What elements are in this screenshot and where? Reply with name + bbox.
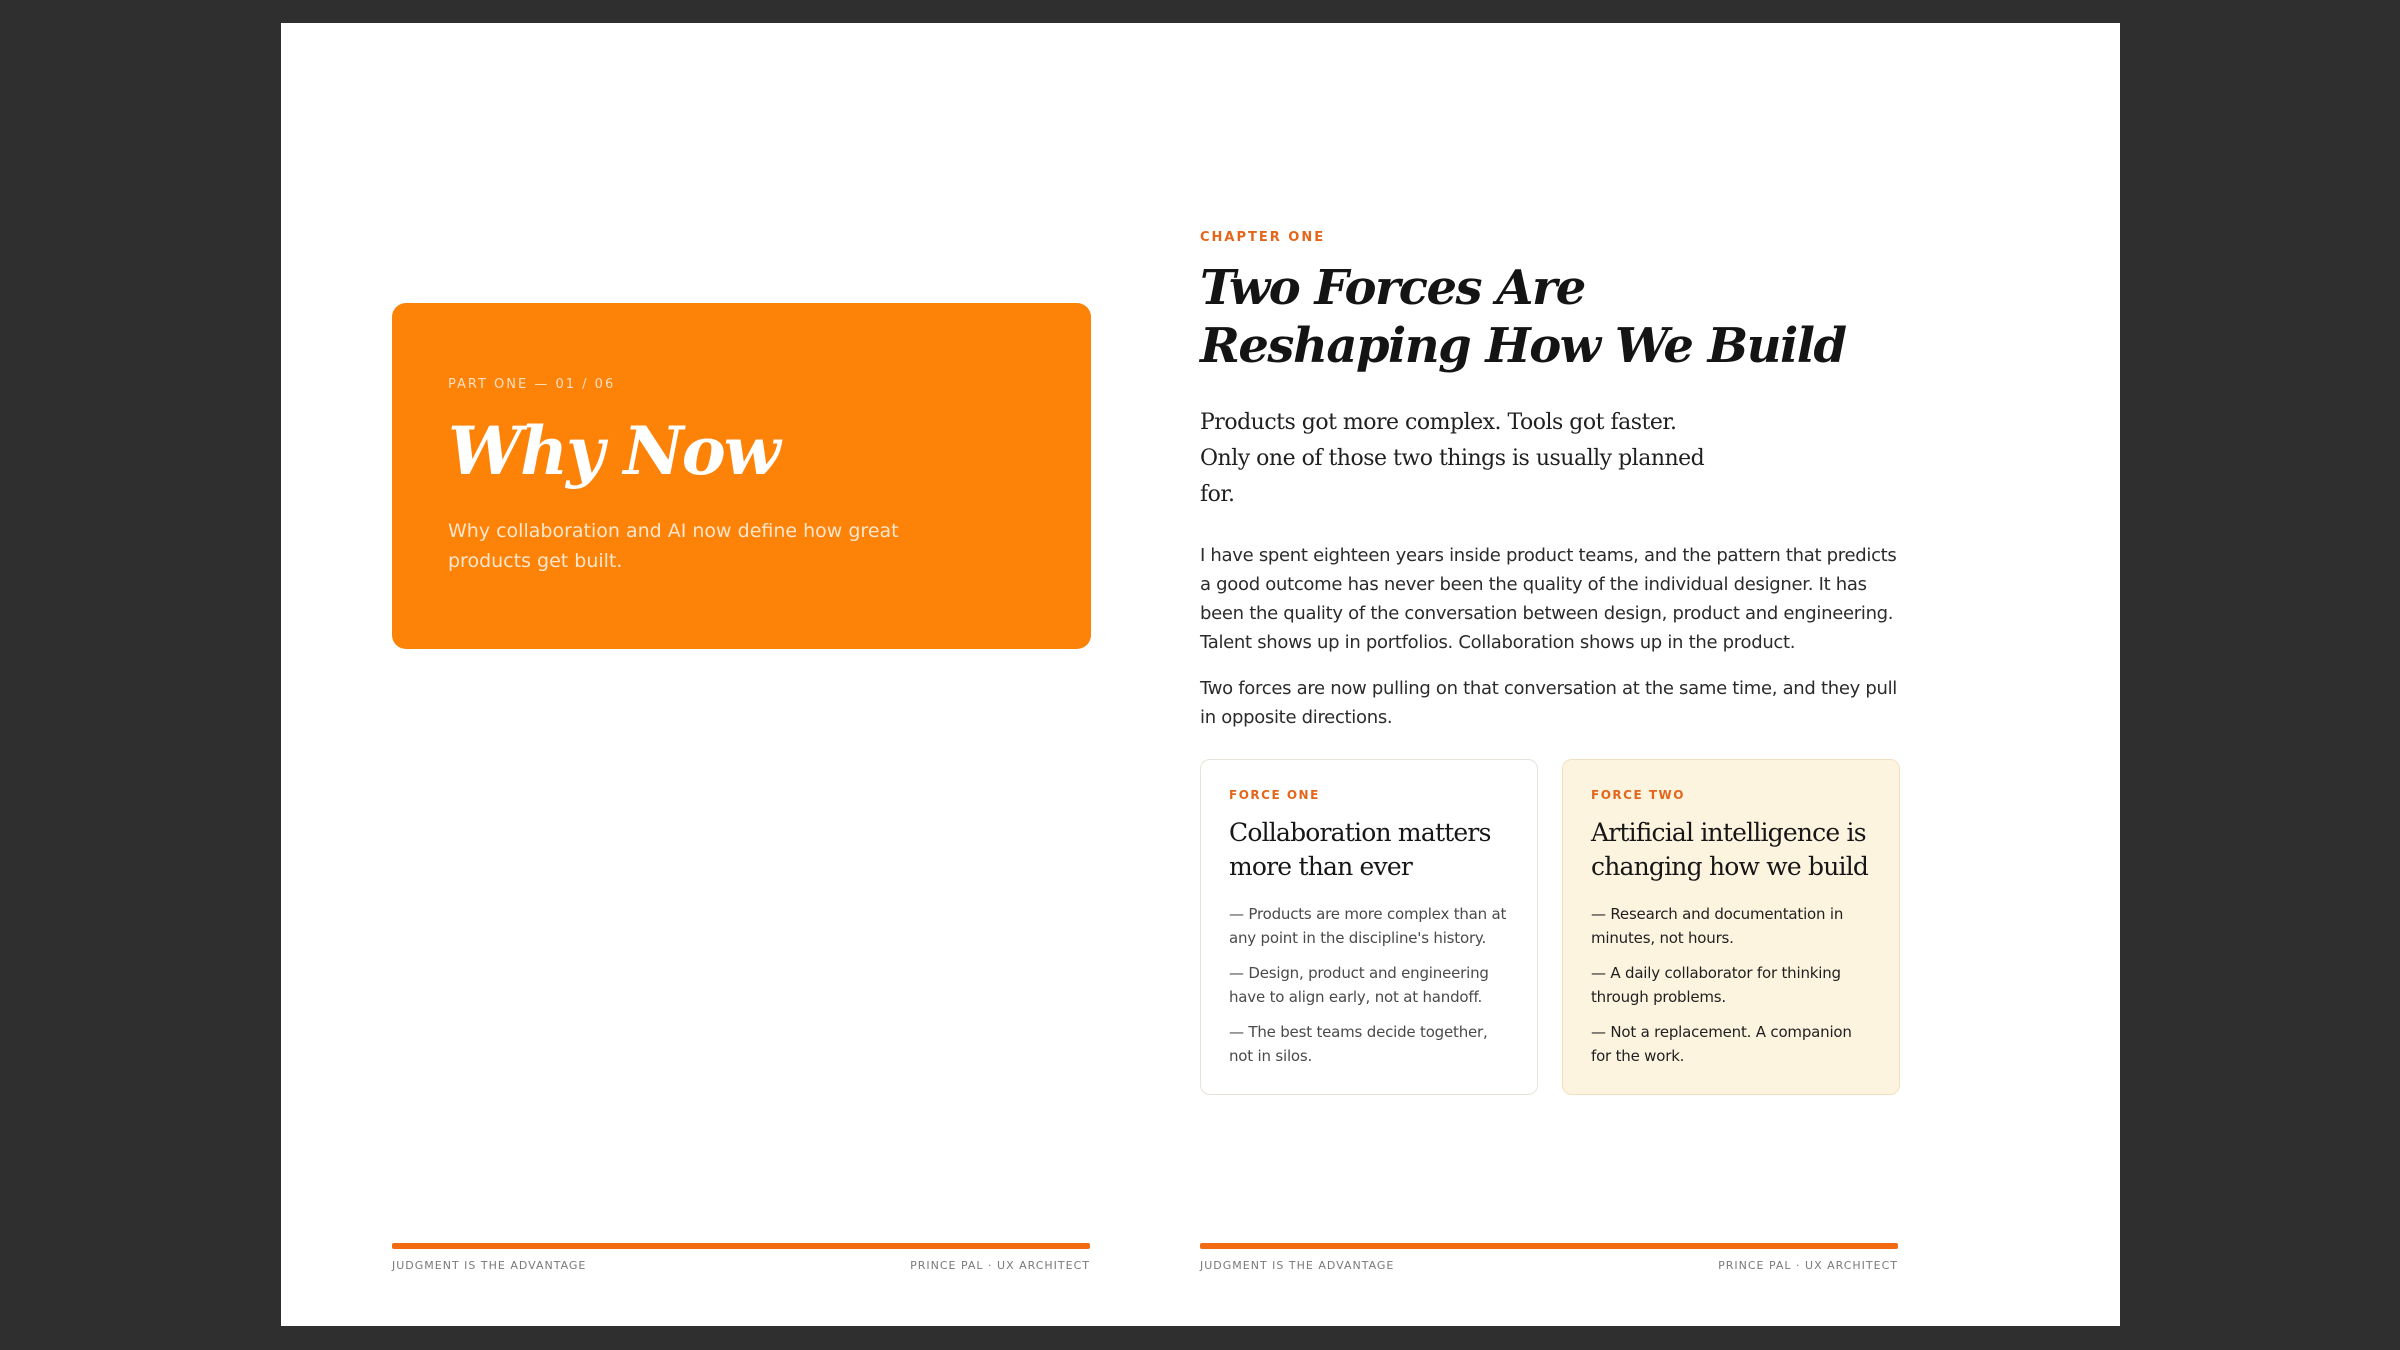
footer-book-title: JUDGMENT IS THE ADVANTAGE (392, 1259, 587, 1272)
force-cards (1200, 759, 1900, 1095)
right-page (1200, 23, 2120, 1326)
body-paragraph: Two forces are now pulling on that conversation at the same time, and they pull in opposite directions. (1200, 678, 1898, 728)
left-page-footer (392, 1243, 1090, 1272)
card-list-item: — Design, product and engineering have to align early, not at handoff. (1229, 964, 1489, 1006)
body-paragraph: I have spent eighteen years inside product teams, and the pattern that predicts a good outcome has never been the quality of the individual designer. It has been the quality of the conversation between design, product and engineering. Talent shows up in portfolios. Collaboration shows up in the product. (1200, 545, 1897, 653)
footer-author: PRINCE PAL · UX ARCHITECT (910, 1259, 1090, 1272)
chapter-label: CHAPTER ONE (1200, 230, 1326, 245)
card-title: Artificial intelligence is changing how we build (1591, 818, 1869, 881)
chapter-title (1200, 259, 1900, 375)
chapter-title-line-2: Reshaping How We Build (1200, 318, 1846, 374)
part-label: PART ONE — 01 / 06 (448, 377, 616, 392)
chapter-lede: Products got more complex. Tools got faster. Only one of those two things is usually planned for. (1200, 410, 1705, 507)
card-list-item: — Not a replacement. A companion for the work. (1591, 1023, 1852, 1065)
force-two-card (1562, 759, 1900, 1095)
card-list-item: — Products are more complex than at any point in the discipline's history. (1229, 905, 1507, 947)
left-page (281, 23, 1200, 1326)
footer-book-title: JUDGMENT IS THE ADVANTAGE (1200, 1259, 1395, 1272)
card-list-item: — A daily collaborator for thinking through problems. (1591, 964, 1841, 1006)
card-list-item: — The best teams decide together, not in silos. (1229, 1023, 1488, 1065)
card-label: FORCE TWO (1591, 788, 1685, 802)
card-list-item: — Research and documentation in minutes, not hours. (1591, 905, 1844, 947)
book-spread (281, 23, 2120, 1326)
section-subtitle: Why collaboration and AI now define how great products get built. (448, 520, 899, 572)
force-one-card (1200, 759, 1538, 1095)
footer-author: PRINCE PAL · UX ARCHITECT (1718, 1259, 1898, 1272)
card-label: FORCE ONE (1229, 788, 1320, 802)
footer-rule (392, 1243, 1090, 1249)
section-title: Why Now (448, 412, 779, 490)
right-page-footer (1200, 1243, 1898, 1272)
footer-rule (1200, 1243, 1898, 1249)
card-title: Collaboration matters more than ever (1229, 818, 1491, 881)
chapter-title-line-1: Two Forces Are (1200, 260, 1585, 316)
chapter-content (1200, 230, 1900, 1095)
section-hero-card (392, 303, 1091, 649)
